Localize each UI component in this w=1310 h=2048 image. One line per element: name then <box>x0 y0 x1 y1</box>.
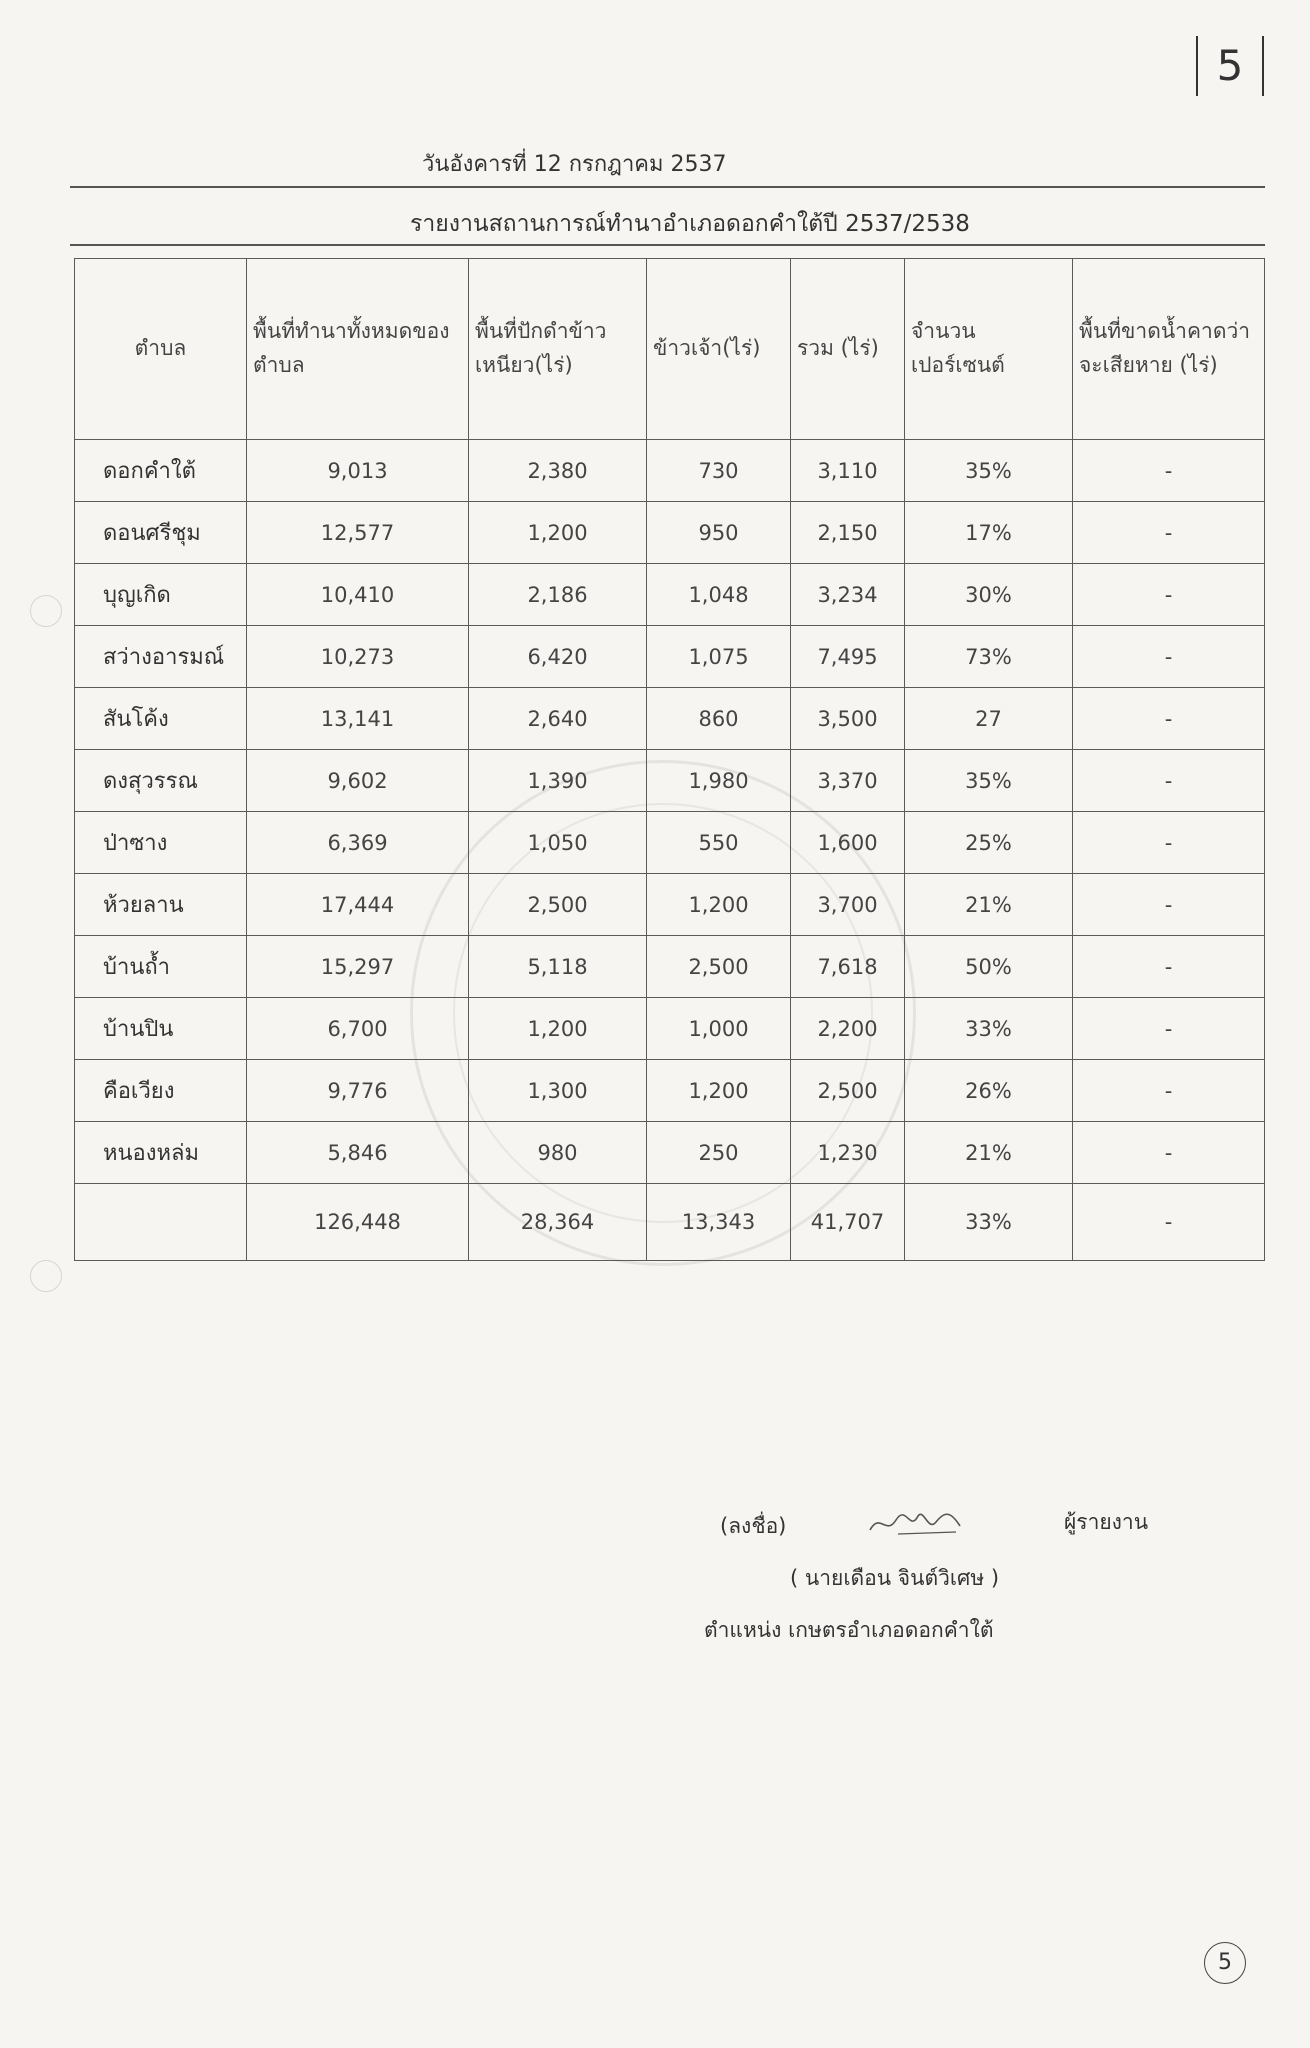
table-row <box>75 440 1265 502</box>
reporter-name: ( นายเดือน จินต์วิเศษ ) <box>790 1566 1000 1590</box>
tambon-name: คือเวียง <box>75 1060 247 1122</box>
punch-hole-top <box>30 595 62 627</box>
tambon-name: ห้วยลาน <box>75 874 247 936</box>
table-row <box>75 1060 1265 1122</box>
table-row <box>75 626 1265 688</box>
total-area-cell: 6,369 <box>247 812 469 874</box>
percent-overall: 33% <box>905 1184 1073 1261</box>
header-sum: รวม (ไร่) <box>791 259 905 440</box>
glutinous-cell: 2,640 <box>469 688 647 750</box>
table-row <box>75 936 1265 998</box>
header-glutinous-rice: พื้นที่ปักดำข้าวเหนียว(ไร่) <box>469 259 647 440</box>
drought-cell: - <box>1073 812 1265 874</box>
tambon-name: ดอนศรีชุม <box>75 502 247 564</box>
percent-cell: 35% <box>905 440 1073 502</box>
non-glutinous-cell: 1,000 <box>647 998 791 1060</box>
percent-cell: 21% <box>905 874 1073 936</box>
glutinous-cell: 1,200 <box>469 998 647 1060</box>
header-drought-loss: พื้นที่ขาดน้ำคาดว่าจะเสียหาย (ไร่) <box>1073 259 1265 440</box>
glutinous-cell: 5,118 <box>469 936 647 998</box>
sign-label: (ลงชื่อ) <box>720 1514 787 1538</box>
total-area-cell: 10,273 <box>247 626 469 688</box>
total-label-cell <box>75 1184 247 1261</box>
drought-cell: - <box>1073 998 1265 1060</box>
table-row <box>75 688 1265 750</box>
sum-cell: 3,370 <box>791 750 905 812</box>
percent-cell: 73% <box>905 626 1073 688</box>
drought-cell: - <box>1073 750 1265 812</box>
tambon-name: บ้านปิน <box>75 998 247 1060</box>
report-title: รายงานสถานการณ์ทำนาอำเภอดอกคำใต้ปี 2537/2538 <box>410 211 970 237</box>
non-glutinous-cell: 1,048 <box>647 564 791 626</box>
drought-cell: - <box>1073 502 1265 564</box>
percent-cell: 33% <box>905 998 1073 1060</box>
percent-cell: 35% <box>905 750 1073 812</box>
glutinous-cell: 2,380 <box>469 440 647 502</box>
glutinous-cell: 1,300 <box>469 1060 647 1122</box>
sum-cell: 3,110 <box>791 440 905 502</box>
sum-cell: 7,495 <box>791 626 905 688</box>
header-tambon: ตำบล <box>75 259 247 440</box>
non-glutinous-cell: 250 <box>647 1122 791 1184</box>
table-row <box>75 564 1265 626</box>
tambon-name: สว่างอารมณ์ <box>75 626 247 688</box>
sum-cell: 3,700 <box>791 874 905 936</box>
table-row <box>75 874 1265 936</box>
total-area-cell: 13,141 <box>247 688 469 750</box>
tambon-name: ดงสุวรรณ <box>75 750 247 812</box>
sum-cell: 1,230 <box>791 1122 905 1184</box>
sum-cell: 1,600 <box>791 812 905 874</box>
percent-cell: 21% <box>905 1122 1073 1184</box>
table-row <box>75 750 1265 812</box>
drought-cell: - <box>1073 440 1265 502</box>
reporter-position: ตำแหน่ง เกษตรอำเภอดอกคำใต้ <box>704 1618 994 1642</box>
table-row <box>75 998 1265 1060</box>
drought-cell: - <box>1073 626 1265 688</box>
sum-cell: 3,500 <box>791 688 905 750</box>
non-glutinous-cell: 1,200 <box>647 874 791 936</box>
table-header-row <box>75 259 1265 440</box>
tambon-name: หนองหล่ม <box>75 1122 247 1184</box>
drought-cell: - <box>1073 564 1265 626</box>
total-area-cell: 9,776 <box>247 1060 469 1122</box>
table-row <box>75 502 1265 564</box>
non-glutinous-sum: 13,343 <box>647 1184 791 1261</box>
rice-farming-table <box>74 258 1265 1261</box>
glutinous-cell: 2,500 <box>469 874 647 936</box>
percent-cell: 30% <box>905 564 1073 626</box>
date-line: วันอังคารที่ 12 กรกฎาคม 2537 <box>422 152 727 177</box>
glutinous-cell: 1,390 <box>469 750 647 812</box>
table-row <box>75 812 1265 874</box>
non-glutinous-cell: 1,075 <box>647 626 791 688</box>
drought-sum: - <box>1073 1184 1265 1261</box>
non-glutinous-cell: 1,980 <box>647 750 791 812</box>
sum-cell: 3,234 <box>791 564 905 626</box>
tambon-name: บุญเกิด <box>75 564 247 626</box>
percent-cell: 27 <box>905 688 1073 750</box>
non-glutinous-cell: 550 <box>647 812 791 874</box>
header-total-area: พื้นที่ทำนาทั้งหมดของตำบล <box>247 259 469 440</box>
sum-cell: 2,500 <box>791 1060 905 1122</box>
drought-cell: - <box>1073 1122 1265 1184</box>
table-total-row <box>75 1184 1265 1261</box>
page-number-bottom: 5 <box>1204 1942 1246 1984</box>
header-percent: จำนวนเปอร์เซนต์ <box>905 259 1073 440</box>
glutinous-cell: 980 <box>469 1122 647 1184</box>
non-glutinous-cell: 860 <box>647 688 791 750</box>
page-number-top: 5 <box>1196 36 1264 96</box>
header-non-glutinous-rice: ข้าวเจ้า(ไร่) <box>647 259 791 440</box>
total-area-cell: 9,602 <box>247 750 469 812</box>
total-area-cell: 17,444 <box>247 874 469 936</box>
glutinous-cell: 1,200 <box>469 502 647 564</box>
percent-cell: 26% <box>905 1060 1073 1122</box>
drought-cell: - <box>1073 1060 1265 1122</box>
total-area-cell: 6,700 <box>247 998 469 1060</box>
sum-cell: 7,618 <box>791 936 905 998</box>
total-area-cell: 15,297 <box>247 936 469 998</box>
total-area-cell: 5,846 <box>247 1122 469 1184</box>
sum-cell: 2,200 <box>791 998 905 1060</box>
non-glutinous-cell: 1,200 <box>647 1060 791 1122</box>
non-glutinous-cell: 950 <box>647 502 791 564</box>
total-area-cell: 12,577 <box>247 502 469 564</box>
percent-cell: 17% <box>905 502 1073 564</box>
percent-cell: 25% <box>905 812 1073 874</box>
grand-sum: 41,707 <box>791 1184 905 1261</box>
drought-cell: - <box>1073 936 1265 998</box>
non-glutinous-cell: 2,500 <box>647 936 791 998</box>
reporter-role: ผู้รายงาน <box>1064 1510 1149 1534</box>
non-glutinous-cell: 730 <box>647 440 791 502</box>
title-divider <box>70 244 1265 246</box>
drought-cell: - <box>1073 874 1265 936</box>
total-area-cell: 10,410 <box>247 564 469 626</box>
tambon-name: ดอกคำใต้ <box>75 440 247 502</box>
drought-cell: - <box>1073 688 1265 750</box>
punch-hole-bottom <box>30 1260 62 1292</box>
sum-cell: 2,150 <box>791 502 905 564</box>
glutinous-cell: 2,186 <box>469 564 647 626</box>
table-row <box>75 1122 1265 1184</box>
total-area-cell: 9,013 <box>247 440 469 502</box>
tambon-name: ป่าซาง <box>75 812 247 874</box>
top-divider <box>70 186 1265 188</box>
glutinous-sum: 28,364 <box>469 1184 647 1261</box>
tambon-name: สันโค้ง <box>75 688 247 750</box>
glutinous-cell: 1,050 <box>469 812 647 874</box>
tambon-name: บ้านถ้ำ <box>75 936 247 998</box>
glutinous-cell: 6,420 <box>469 626 647 688</box>
percent-cell: 50% <box>905 936 1073 998</box>
total-area-sum: 126,448 <box>247 1184 469 1261</box>
handwritten-signature <box>868 1502 968 1542</box>
